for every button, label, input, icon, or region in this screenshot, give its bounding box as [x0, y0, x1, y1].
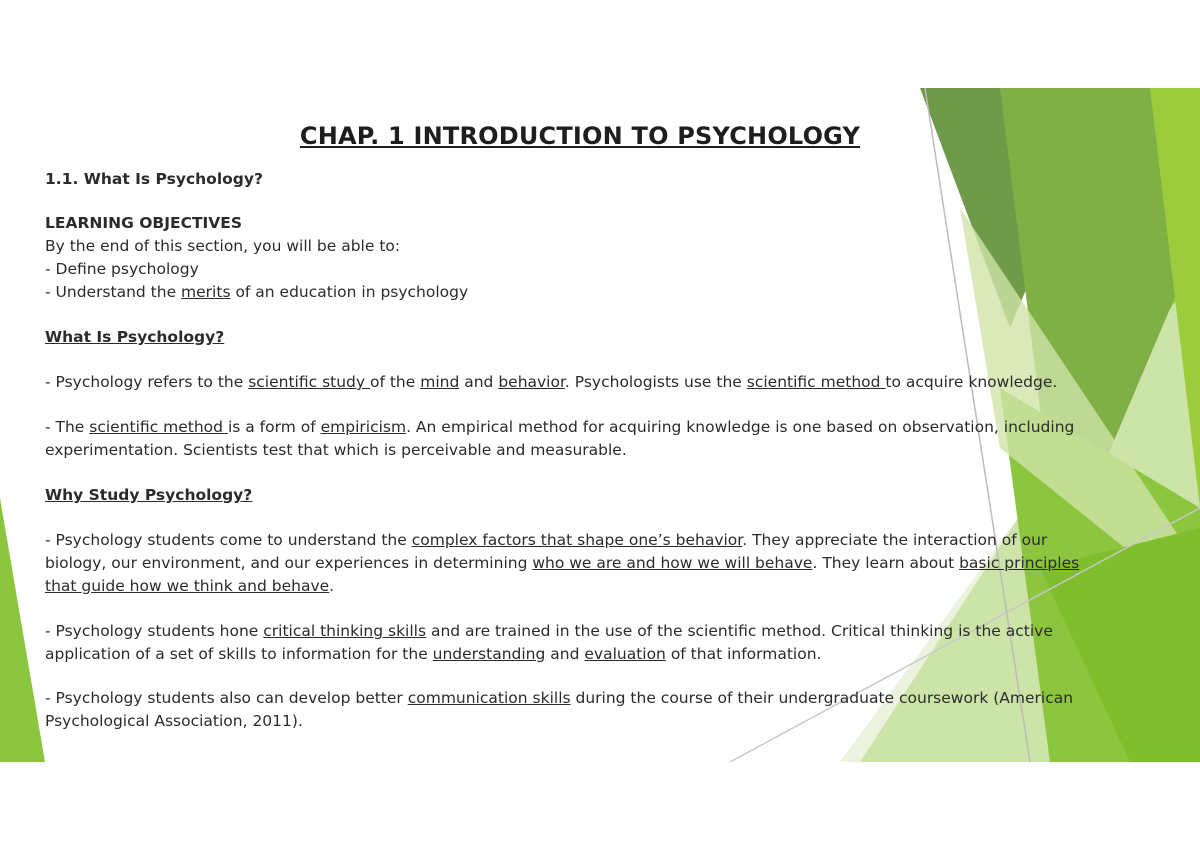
- objective-item-1: - Define psychology: [45, 260, 199, 278]
- why-paragraph-2-line-2: application of a set of skills to information for the understanding and evaluation of that information.: [45, 645, 822, 663]
- what-paragraph-2-line-2: experimentation. Scientists test that which is perceivable and measurable.: [45, 441, 627, 459]
- what-heading: What Is Psychology?: [45, 328, 225, 346]
- left-green-triangle: [0, 498, 45, 762]
- objectives-heading: LEARNING OBJECTIVES: [45, 214, 243, 232]
- why-paragraph-1-line-3: that guide how we think and behave.: [45, 577, 335, 595]
- objectives-intro: By the end of this section, you will be able to:: [45, 237, 401, 255]
- what-paragraph-1: - Psychology refers to the scientific study of the mind and behavior. Psychologists use the scientific method to acquire knowledge.: [45, 373, 1058, 391]
- slide: [0, 88, 1200, 762]
- objective-item-2: - Understand the merits of an education in psychology: [45, 283, 469, 301]
- why-paragraph-3: - Psychology students also can develop better communication skills during the course of their undergraduate coursework (American: [45, 689, 1074, 707]
- why-heading: Why Study Psychology?: [45, 486, 253, 504]
- section-heading: 1.1. What Is Psychology?: [45, 170, 263, 188]
- why-paragraph-1-line-2: biology, our environment, and our experiences in determining who we are and how we will behave. They learn about basic principles: [45, 554, 1080, 572]
- why-paragraph-1: - Psychology students come to understand the complex factors that shape one’s behavior. They appreciate the interaction of our: [45, 531, 1048, 549]
- why-paragraph-2: - Psychology students hone critical thinking skills and are trained in the use of the scientific method. Critical thinking is the active: [45, 622, 1053, 640]
- why-paragraph-3-line-2: Psychological Association, 2011).: [45, 712, 303, 730]
- what-paragraph-2: - The scientific method is a form of empiricism. An empirical method for acquiring knowledge is one based on observation, including: [45, 418, 1075, 436]
- page-title: CHAP. 1 INTRODUCTION TO PSYCHOLOGY: [299, 122, 861, 150]
